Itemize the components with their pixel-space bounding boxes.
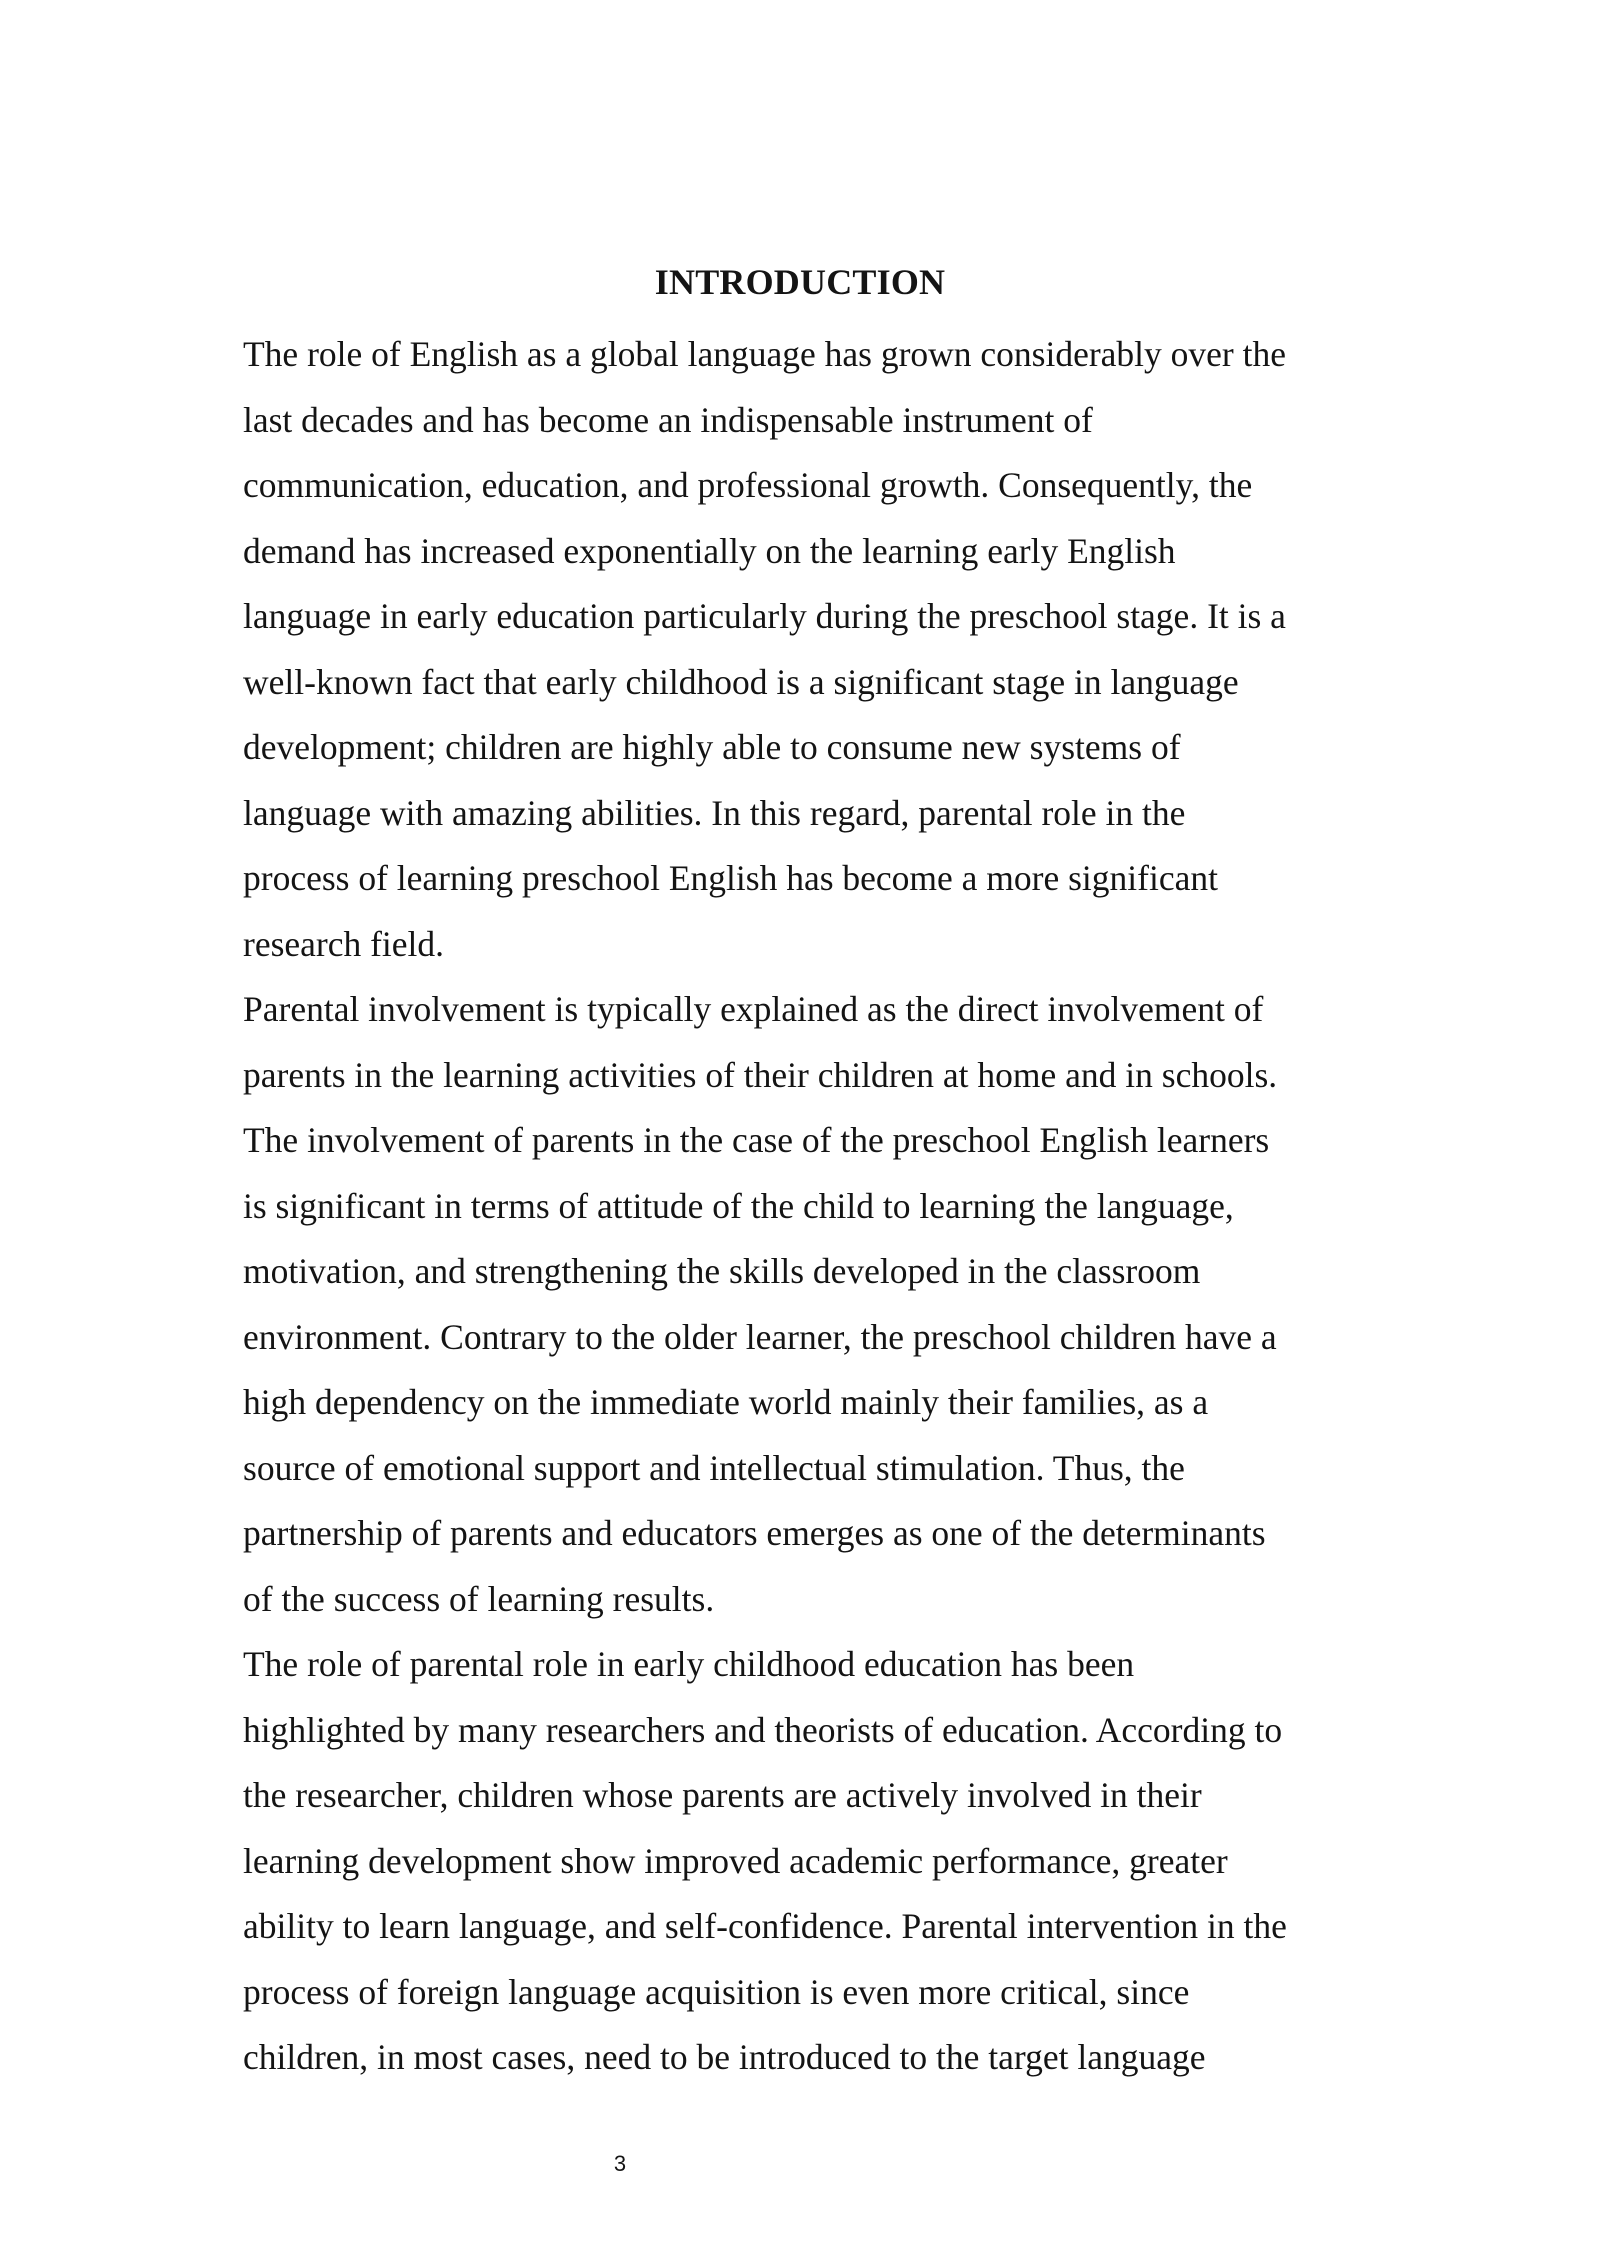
text-line: parents in the learning activities of their children at home and in schools.	[243, 1054, 1278, 1095]
text-line: communication, education, and professional growth. Consequently, the	[243, 465, 1253, 505]
text-line: well-known fact that early childhood is a significant stage in language	[243, 661, 1239, 702]
text-line: highlighted by many researchers and theorists of education. According to	[243, 1709, 1283, 1750]
text-line: the researcher, children whose parents are actively involved in their	[243, 1775, 1202, 1815]
text-line: Parental involvement is typically explained as the direct involvement of	[243, 989, 1264, 1029]
text-line: ability to learn language, and self-confidence. Parental intervention in the	[243, 1906, 1287, 1946]
text-line: process of learning preschool English has become a more significant	[243, 858, 1218, 898]
text-line: is significant in terms of attitude of the child to learning the language,	[243, 1185, 1234, 1226]
body-text	[243, 322, 1403, 2091]
text-line: environment. Contrary to the older learner, the preschool children have a	[243, 1316, 1277, 1357]
text-line: The role of English as a global language has grown considerably over the	[243, 334, 1286, 374]
text-line: partnership of parents and educators emerges as one of the determinants	[243, 1513, 1266, 1553]
text-line: demand has increased exponentially on the learning early English	[243, 530, 1176, 571]
text-line: research field.	[243, 923, 445, 964]
text-line: process of foreign language acquisition is even more critical, since	[243, 1971, 1190, 2012]
text-line: last decades and has become an indispensable instrument of	[243, 399, 1093, 440]
text-line: source of emotional support and intellectual stimulation. Thus, the	[243, 1447, 1185, 1488]
text-line: The role of parental role in early childhood education has been	[243, 1644, 1135, 1684]
text-line: motivation, and strengthening the skills developed in the classroom	[243, 1251, 1201, 1291]
text-line: of the success of learning results.	[243, 1578, 715, 1619]
text-line: learning development show improved academic performance, greater	[243, 1840, 1228, 1881]
page-number: 3	[613, 2151, 627, 2176]
text-line: The involvement of parents in the case of the preschool English learners	[243, 1120, 1270, 1160]
text-line: language in early education particularly during the preschool stage. It is a	[243, 596, 1286, 636]
text-line: language with amazing abilities. In this regard, parental role in the	[243, 792, 1186, 833]
text-line: children, in most cases, need to be introduced to the target language	[243, 2037, 1206, 2077]
text-line: high dependency on the immediate world mainly their families, as a	[243, 1382, 1209, 1422]
text-line: development; children are highly able to consume new systems of	[243, 727, 1181, 767]
section-title: INTRODUCTION	[654, 262, 946, 302]
